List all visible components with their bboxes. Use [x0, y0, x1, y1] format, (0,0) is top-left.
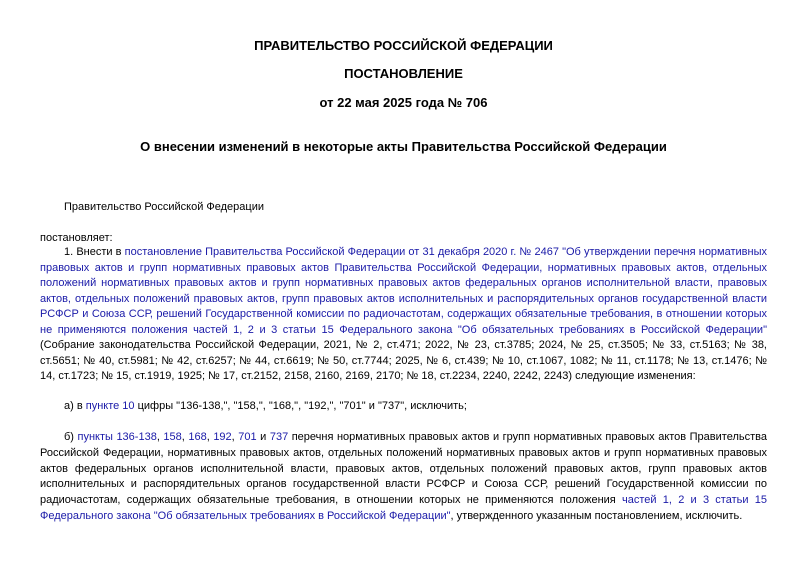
point-701-link[interactable]: 701	[238, 431, 257, 443]
preamble: Правительство Российской Федерации	[64, 201, 264, 213]
item-1-prefix: 1. Внести в	[64, 246, 125, 258]
point-192-link[interactable]: 192	[213, 431, 232, 443]
point-10-link[interactable]: пункте 10	[85, 400, 135, 412]
separator: ,	[206, 431, 214, 443]
document-type: ПОСТАНОВЛЕНИЕ	[344, 66, 463, 81]
item-b-prefix: б)	[64, 431, 78, 443]
point-737-link[interactable]: 737	[269, 431, 289, 443]
points-136-138-link[interactable]: пункты 136-138	[77, 431, 157, 443]
item-a-paragraph	[40, 399, 767, 415]
item-b-body: перечня нормативных правовых актов и групп нормативных правовых актов Правительства Российской Федерации, нормативных правовых актов, отдельных положений нормативных правовых актов и групп нормативных правовых актов федеральных органов исполнительной власти, правовых актов, отдельных положений правовых актов, групп правовых актов исполнительных и распорядительных органов государственной власти РСФСР и Союза ССР, решений Государственной комиссии по радиочастотам, содержащих обязательные требования, в отношении которых не применяются положения	[40, 431, 767, 507]
document-date-number: от 22 мая 2025 года № 706	[319, 95, 488, 110]
separator: ,	[156, 431, 164, 443]
item-b-suffix: , утвержденного указанным постановлением, исключить.	[450, 509, 743, 522]
point-158-link[interactable]: 158	[163, 431, 182, 443]
item-1-paragraph	[40, 245, 767, 385]
issuing-authority: ПРАВИТЕЛЬСТВО РОССИЙСКОЙ ФЕДЕРАЦИИ	[254, 38, 553, 53]
item-a-prefix: а) в	[64, 400, 86, 412]
separator: ,	[231, 431, 239, 443]
item-a-suffix: цифры "136-138,", "158,", "168,", "192,", "701" и "737", исключить;	[134, 400, 467, 412]
point-168-link[interactable]: 168	[188, 431, 207, 443]
item-1-suffix: (Собрание законодательства Российской Федерации, 2021, № 2, ст.471; 2022, № 23, ст.3785; 2024, № 25, ст.3505; № 33, ст.5163; № 38, ст.5651; № 40, ст.5981; № 42, ст.6257; № 44, ст.6619; № 50, ст.7744; 2025, № 6, ст.439; № 10, ст.1067, 1082; № 11, ст.1178; № 13, ст.1476; № 14, ст.1723; № 15, ст.1919, 1925; № 17, ст.2152, 2158, 2160, 2169, 2170; № 18, ст.2234, 2240, 2242, 2243) следующие изменения:	[40, 339, 767, 382]
conjunction: и	[256, 431, 270, 443]
document-title: О внесении изменений в некоторые акты Правительства Российской Федерации	[140, 139, 667, 154]
resolution-2467-link[interactable]: постановление Правительства Российской Федерации от 31 декабря 2020 г. № 2467 "Об утверждении перечня нормативных правовых актов и групп нормативных правовых актов Правительства Российской Федерации, нормативных правовых актов, отдельных положений нормативных правовых актов и групп нормативных правовых актов федеральных органов исполнительной власти, правовых актов, отдельных положений правовых актов, групп правовых актов исполнительных и распорядительных органов государственной власти РСФСР и Союза ССР, решений Государственной комиссии по радиочастотам, содержащих обязательные требования, в отношении которых не применяются положения частей 1, 2 и 3 статьи 15 Федерального закона "Об обязательных требованиях в Российской Федерации"	[40, 246, 767, 336]
federal-law-article-15-link[interactable]: частей 1, 2 и 3 статьи 15 Федерального закона "Об обязательных требованиях в Российской Федерации"	[40, 494, 767, 522]
separator: ,	[181, 431, 189, 443]
resolves-word: постановляет:	[40, 232, 113, 244]
item-b-paragraph	[40, 430, 767, 525]
